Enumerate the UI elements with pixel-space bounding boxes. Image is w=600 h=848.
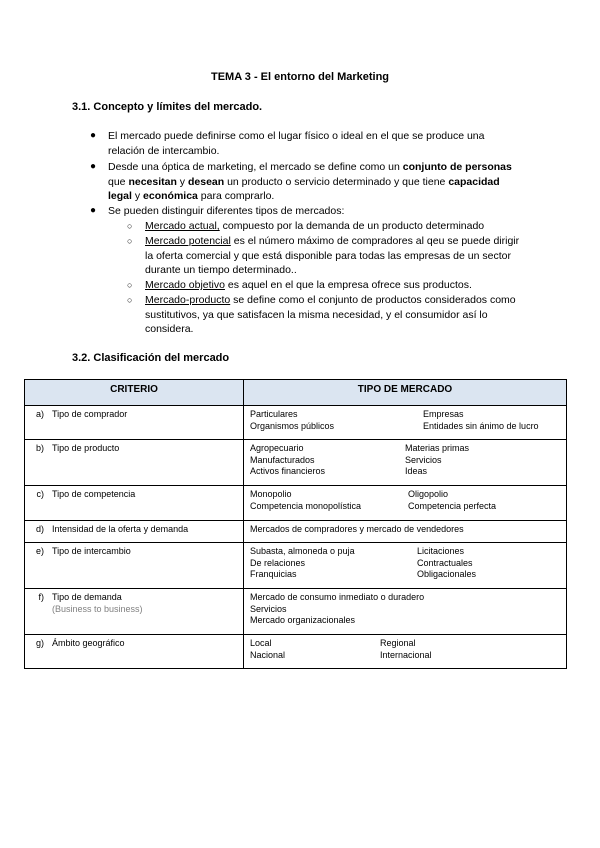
table-row bbox=[25, 521, 567, 543]
header-tipo-mercado: TIPO DE MERCADO bbox=[244, 380, 567, 406]
section-heading-concepto: 3.1. Concepto y límites del mercado. bbox=[72, 101, 263, 113]
tipo-cell: Local Nacional Regional Internacional bbox=[244, 635, 567, 669]
tipo-cell: Particulares Organismos públicos Empresas Entidades sin ánimo de lucro bbox=[244, 406, 567, 440]
circle-bullet-icon: ○ bbox=[127, 280, 133, 290]
criterio-cell: c) Tipo de competencia bbox=[25, 486, 244, 521]
table-header-row bbox=[25, 380, 567, 406]
criterio-cell: d) Intensidad de la oferta y demanda bbox=[25, 521, 244, 543]
subitem-mercado-actual: Mercado actual, compuesto por la demanda de un producto determinado bbox=[145, 220, 485, 232]
criterio-cell: g) Ámbito geográfico bbox=[25, 635, 244, 669]
table-row bbox=[25, 589, 567, 635]
bullet-icon: ● bbox=[90, 130, 97, 141]
header-criterio: CRITERIO bbox=[25, 380, 244, 406]
tipo-cell: Mercado de consumo inmediato o duradero Servicios Mercado organizacionales bbox=[244, 589, 567, 635]
criterio-cell: f) Tipo de demanda (Business to business) bbox=[25, 589, 244, 635]
business-to-business-note: (Business to business) bbox=[52, 603, 143, 614]
circle-bullet-icon: ○ bbox=[127, 221, 133, 231]
circle-bullet-icon: ○ bbox=[127, 295, 133, 305]
bullet-icon: ● bbox=[90, 205, 97, 216]
criterio-cell: b) Tipo de producto bbox=[25, 440, 244, 486]
table-row bbox=[25, 635, 567, 669]
table-row bbox=[25, 440, 567, 486]
subitem-mercado-objetivo: Mercado objetivo es aquel en el que la empresa ofrece sus productos. bbox=[145, 279, 472, 291]
bullet-icon: ● bbox=[90, 161, 97, 172]
bullet-text-1: El mercado puede definirse como el lugar físico o ideal en el que se produce una relación de intercambio. bbox=[108, 130, 485, 157]
section-heading-clasificacion: 3.2. Clasificación del mercado bbox=[72, 352, 230, 364]
clasificacion-table bbox=[24, 379, 567, 669]
table-row bbox=[25, 543, 567, 589]
tipo-cell: Monopolio Competencia monopolística Oligopolio Competencia perfecta bbox=[244, 486, 567, 521]
tipo-cell: Subasta, almoneda o puja De relaciones Franquicias Licitaciones Contractuales Obligacionales bbox=[244, 543, 567, 589]
criterio-cell: e) Tipo de intercambio bbox=[25, 543, 244, 589]
bullet-text-2: Desde una óptica de marketing, el mercado se define como un conjunto de personas que necesitan y desean un producto o servicio determinado y que tiene capacidad legal y económica para comprarlo. bbox=[108, 161, 512, 202]
table-row bbox=[25, 406, 567, 440]
table-row bbox=[25, 486, 567, 521]
page-title: TEMA 3 - El entorno del Marketing bbox=[210, 71, 390, 83]
tipo-cell: Agropecuario Manufacturados Activos financieros Materias primas Servicios Ideas bbox=[244, 440, 567, 486]
subitem-mercado-potencial: Mercado potencial es el número máximo de compradores al qeu se puede dirigir la oferta comercial y que está disponible para todas las empresas de un sector durante un tiempo determinado.. bbox=[145, 235, 520, 276]
subitem-mercado-producto: Mercado-producto se define como el conjunto de productos considerados como sustitutivos, ya que satisfacen la misma necesidad, y el consumidor así lo considera. bbox=[145, 294, 516, 335]
criterio-cell: a) Tipo de comprador bbox=[25, 406, 244, 440]
bullet-text-3: Se pueden distinguir diferentes tipos de mercados: bbox=[108, 205, 345, 217]
circle-bullet-icon: ○ bbox=[127, 236, 133, 246]
tipo-cell: Mercados de compradores y mercado de vendedores bbox=[244, 521, 567, 543]
